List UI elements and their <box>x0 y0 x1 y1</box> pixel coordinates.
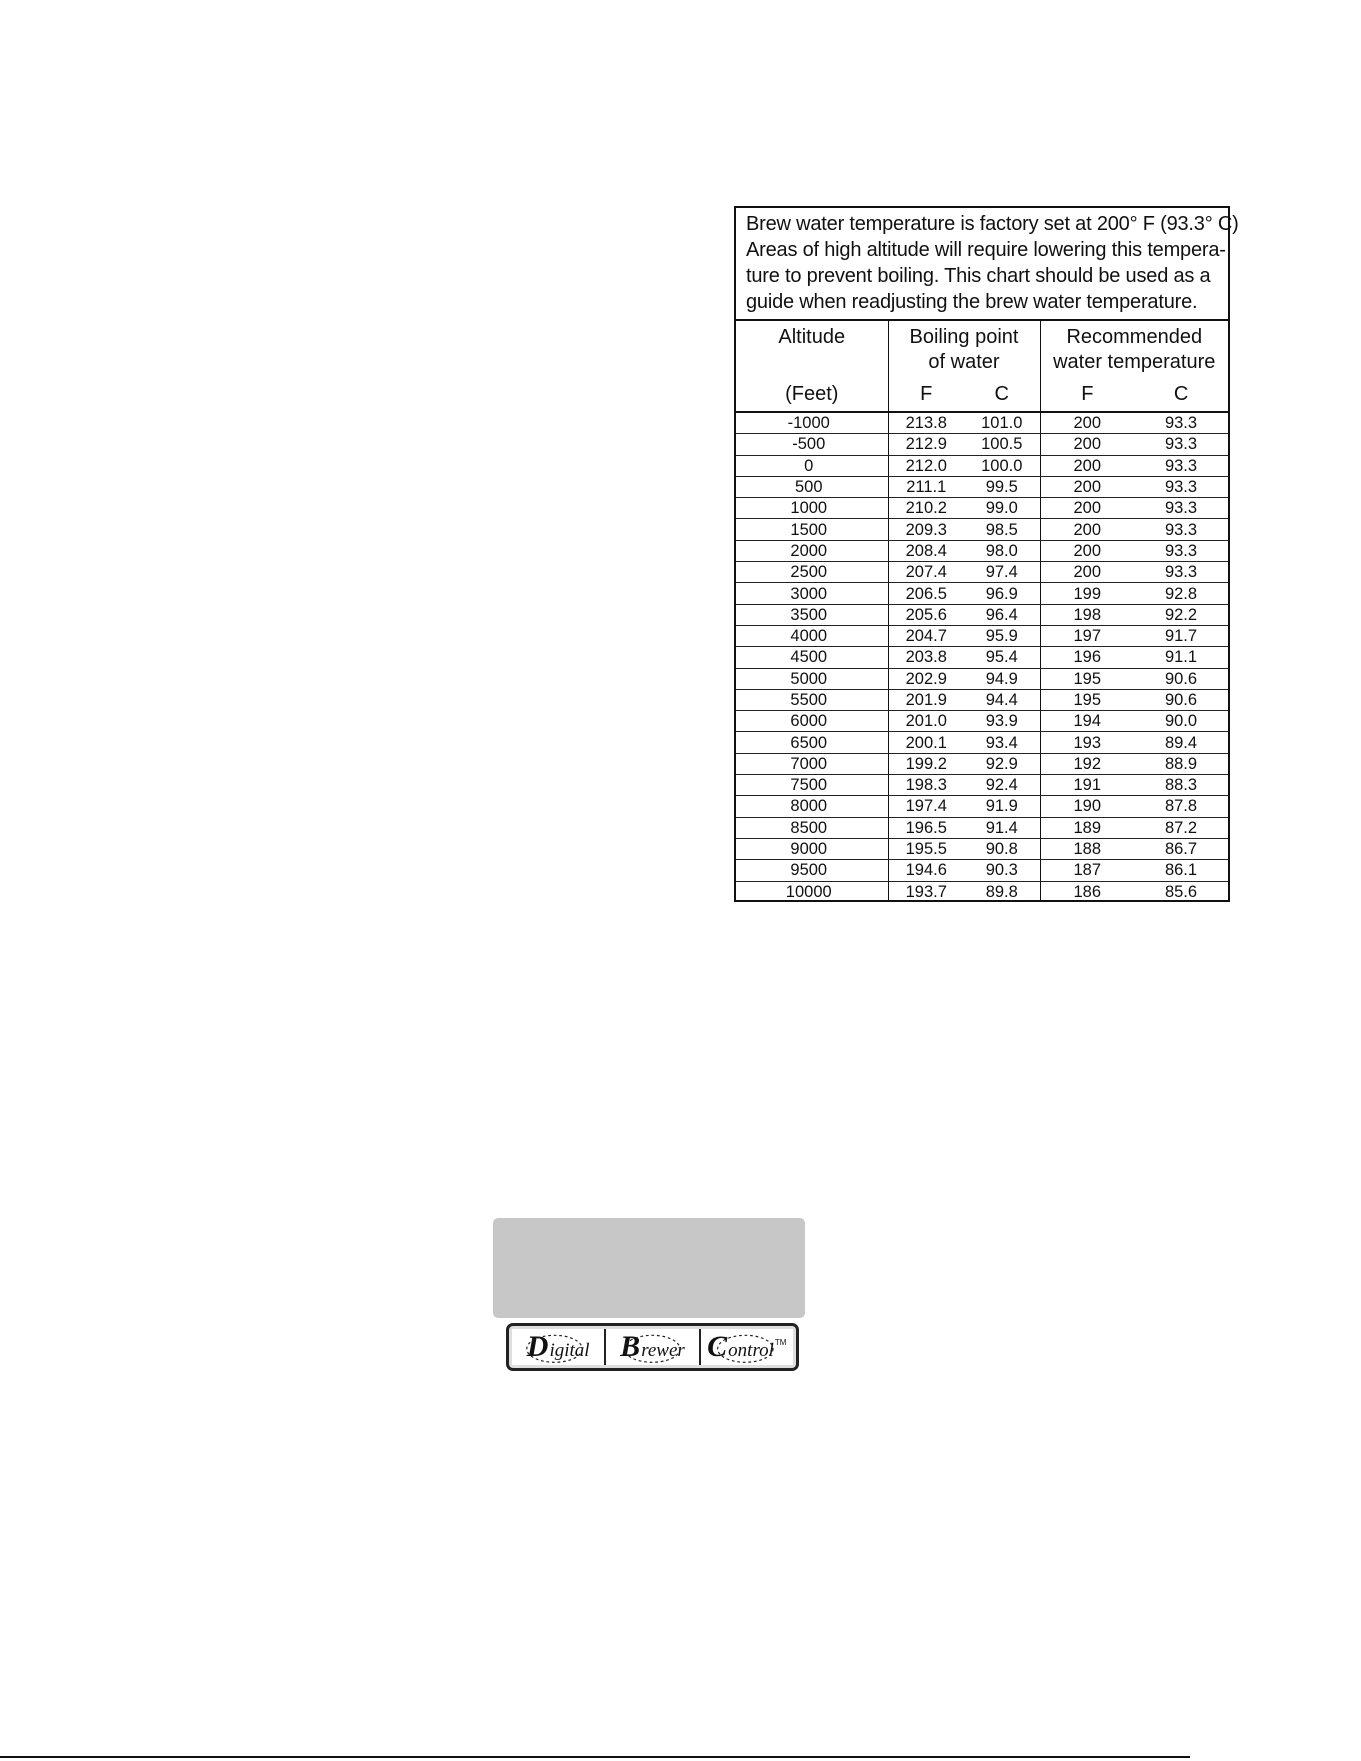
table-row <box>736 519 1228 540</box>
recommended-f-cell: 200 <box>1040 498 1134 519</box>
recommended-f-cell: 189 <box>1040 817 1134 838</box>
altitude-temperature-chart <box>734 206 1239 902</box>
altitude-cell: 1000 <box>736 498 888 519</box>
intro-line: ture to prevent boiling. This chart should be used as a <box>746 265 1211 287</box>
boiling-c-cell: 97.4 <box>964 562 1040 583</box>
altitude-cell: 6000 <box>736 711 888 732</box>
recommended-f-cell: 199 <box>1040 583 1134 604</box>
boiling-f-cell: 203.8 <box>888 647 964 668</box>
altitude-cell: 3000 <box>736 583 888 604</box>
recommended-f-cell: 200 <box>1040 476 1134 497</box>
recommended-c-cell: 86.1 <box>1134 860 1228 881</box>
boiling-c-cell: 98.0 <box>964 540 1040 561</box>
boiling-c-cell: 98.5 <box>964 519 1040 540</box>
boiling-f-cell: 199.2 <box>888 753 964 774</box>
recommended-f-cell: 196 <box>1040 647 1134 668</box>
recommended-c-cell: 88.3 <box>1134 775 1228 796</box>
logo-rest: ontrol <box>728 1339 774 1361</box>
boiling-header-line2: of water <box>928 351 1000 373</box>
recommended-c-cell: 93.3 <box>1134 412 1228 434</box>
altitude-cell: 500 <box>736 476 888 497</box>
boiling-f-cell: 211.1 <box>888 476 964 497</box>
boiling-c-cell: 95.4 <box>964 647 1040 668</box>
recommended-c-cell: 93.3 <box>1134 519 1228 540</box>
table-row <box>736 775 1228 796</box>
boiling-c-cell: 96.4 <box>964 604 1040 625</box>
recommended-c-cell: 90.6 <box>1134 689 1228 710</box>
recommended-c-cell: 93.3 <box>1134 498 1228 519</box>
recommended-f-cell: 193 <box>1040 732 1134 753</box>
logo-word-digital <box>512 1329 606 1365</box>
boiling-f-cell: 201.0 <box>888 711 964 732</box>
boiling-c-cell: 93.9 <box>964 711 1040 732</box>
boiling-f-cell: 208.4 <box>888 540 964 561</box>
boiling-c-cell: 100.0 <box>964 455 1040 476</box>
table-row <box>736 838 1228 859</box>
recommended-header-line1: Recommended <box>1066 326 1203 348</box>
logo-cap: B <box>620 1330 641 1363</box>
altitude-cell: 0 <box>736 455 888 476</box>
altitude-header-label: Altitude <box>778 326 846 348</box>
trademark-mark: TM <box>774 1337 787 1347</box>
table-row <box>736 647 1228 668</box>
table-row <box>736 434 1228 455</box>
boiling-f-cell: 204.7 <box>888 625 964 646</box>
recommended-c-cell: 86.7 <box>1134 838 1228 859</box>
altitude-cell: 5000 <box>736 668 888 689</box>
altitude-cell: 6500 <box>736 732 888 753</box>
recommended-c-cell: 93.3 <box>1134 476 1228 497</box>
boiling-c-cell: 100.5 <box>964 434 1040 455</box>
boiling-f-cell: 205.6 <box>888 604 964 625</box>
boiling-f-cell: 202.9 <box>888 668 964 689</box>
logo-cap: C <box>707 1330 728 1363</box>
boiling-f-cell: 197.4 <box>888 796 964 817</box>
recommended-temp-header <box>1040 321 1228 412</box>
boiling-c-cell: 101.0 <box>964 412 1040 434</box>
boiling-f-label: F <box>920 383 933 405</box>
chart-intro <box>736 208 1239 321</box>
recommended-c-cell: 85.6 <box>1164 882 1198 901</box>
boiling-f-cell: 193.7 <box>905 882 947 901</box>
intro-line: Brew water temperature is factory set at 200° F (93.3° C) <box>746 213 1239 235</box>
boiling-f-cell: 207.4 <box>888 562 964 583</box>
boiling-f-cell: 210.2 <box>888 498 964 519</box>
recommended-c-cell: 87.2 <box>1134 817 1228 838</box>
altitude-cell: 3500 <box>736 604 888 625</box>
table-row <box>736 881 1228 902</box>
table-row <box>736 711 1228 732</box>
altitude-unit-label: (Feet) <box>785 383 839 405</box>
intro-line: guide when readjusting the brew water temperature. <box>746 291 1198 313</box>
recommended-f-cell: 192 <box>1040 753 1134 774</box>
boiling-f-cell: 212.9 <box>888 434 964 455</box>
table-row <box>736 753 1228 774</box>
altitude-cell: 8500 <box>736 817 888 838</box>
altitude-cell: 10000 <box>736 881 888 902</box>
boiling-f-cell: 213.8 <box>888 412 964 434</box>
recommended-c-cell: 92.2 <box>1134 604 1228 625</box>
table-row <box>736 817 1228 838</box>
boiling-point-header <box>888 321 1040 412</box>
recommended-f-label: F <box>1081 383 1094 405</box>
boiling-c-cell: 95.9 <box>964 625 1040 646</box>
altitude-cell: 9000 <box>736 838 888 859</box>
recommended-c-cell: 93.3 <box>1134 434 1228 455</box>
boiling-c-cell: 99.0 <box>964 498 1040 519</box>
recommended-c-cell: 87.8 <box>1134 796 1228 817</box>
altitude-cell: -500 <box>736 434 888 455</box>
logo-word-brewer <box>606 1329 700 1365</box>
boiling-c-cell: 89.8 <box>964 881 1040 902</box>
recommended-f-cell: 198 <box>1040 604 1134 625</box>
digital-brewer-control-logo <box>506 1323 799 1371</box>
boiling-c-cell: 93.4 <box>964 732 1040 753</box>
boiling-c-cell: 92.9 <box>964 753 1040 774</box>
boiling-c-cell: 91.4 <box>964 817 1040 838</box>
recommended-f-cell: 190 <box>1040 796 1134 817</box>
boiling-c-label: C <box>994 383 1009 405</box>
altitude-cell: 8000 <box>736 796 888 817</box>
footer-rule <box>0 1756 1190 1758</box>
logo-word-control <box>701 1329 793 1365</box>
boiling-c-cell: 99.5 <box>964 476 1040 497</box>
altitude-table <box>736 321 1228 902</box>
table-row <box>736 476 1228 497</box>
table-header-row <box>736 321 1228 412</box>
recommended-c-cell: 92.8 <box>1134 583 1228 604</box>
boiling-c-cell: 91.9 <box>964 796 1040 817</box>
recommended-header-line2: water temperature <box>1053 351 1216 373</box>
altitude-cell: 7500 <box>736 775 888 796</box>
recommended-c-cell: 89.4 <box>1134 732 1228 753</box>
boiling-c-cell: 90.8 <box>964 838 1040 859</box>
table-row <box>736 540 1228 561</box>
recommended-f-cell: 197 <box>1040 625 1134 646</box>
boiling-f-cell: 201.9 <box>888 689 964 710</box>
recommended-c-cell: 93.3 <box>1134 540 1228 561</box>
altitude-cell: 1500 <box>736 519 888 540</box>
boiling-f-cell: 194.6 <box>888 860 964 881</box>
table-row <box>736 689 1228 710</box>
recommended-c-cell: 90.0 <box>1134 711 1228 732</box>
recommended-f-cell: 200 <box>1040 562 1134 583</box>
altitude-cell: 2500 <box>736 562 888 583</box>
logo-rest: rewer <box>641 1339 685 1361</box>
altitude-cell: 4000 <box>736 625 888 646</box>
altitude-header <box>736 321 888 412</box>
recommended-f-cell: 200 <box>1040 412 1134 434</box>
altitude-cell: 7000 <box>736 753 888 774</box>
table-row <box>736 604 1228 625</box>
recommended-c-cell: 91.1 <box>1134 647 1228 668</box>
recommended-f-cell: 188 <box>1040 838 1134 859</box>
table-row <box>736 455 1228 476</box>
altitude-cell: 5500 <box>736 689 888 710</box>
recommended-f-cell: 200 <box>1040 519 1134 540</box>
recommended-f-cell: 200 <box>1040 434 1134 455</box>
recommended-f-cell: 191 <box>1040 775 1134 796</box>
boiling-f-cell: 195.5 <box>888 838 964 859</box>
boiling-f-cell: 209.3 <box>888 519 964 540</box>
table-row <box>736 625 1228 646</box>
boiling-f-cell: 198.3 <box>888 775 964 796</box>
recommended-f-cell: 200 <box>1040 455 1134 476</box>
display-panel <box>493 1218 805 1318</box>
logo-rest: igital <box>549 1339 590 1361</box>
recommended-c-cell: 93.3 <box>1134 562 1228 583</box>
table-row <box>736 732 1228 753</box>
recommended-c-cell: 90.6 <box>1134 668 1228 689</box>
boiling-f-cell: 212.0 <box>888 455 964 476</box>
boiling-c-cell: 96.9 <box>964 583 1040 604</box>
recommended-c-cell: 93.3 <box>1134 455 1228 476</box>
recommended-f-cell: 195 <box>1040 689 1134 710</box>
recommended-f-cell: 200 <box>1040 540 1134 561</box>
table-row <box>736 796 1228 817</box>
recommended-c-cell: 88.9 <box>1134 753 1228 774</box>
table-row <box>736 583 1228 604</box>
table-row <box>736 860 1228 881</box>
table-row <box>736 412 1228 434</box>
intro-line: Areas of high altitude will require lowering this tempera- <box>746 239 1226 261</box>
boiling-c-cell: 90.3 <box>964 860 1040 881</box>
recommended-f-cell: 186 <box>1073 882 1102 901</box>
table-row <box>736 668 1228 689</box>
boiling-c-cell: 92.4 <box>964 775 1040 796</box>
boiling-header-line1: Boiling point <box>909 326 1019 348</box>
altitude-cell: 4500 <box>736 647 888 668</box>
recommended-f-cell: 194 <box>1040 711 1134 732</box>
table-row <box>736 498 1228 519</box>
altitude-cell: -1000 <box>736 412 888 434</box>
boiling-c-cell: 94.4 <box>964 689 1040 710</box>
table-row <box>736 562 1228 583</box>
recommended-f-cell: 187 <box>1040 860 1134 881</box>
recommended-c-label: C <box>1173 383 1189 405</box>
boiling-f-cell: 200.1 <box>888 732 964 753</box>
boiling-f-cell: 196.5 <box>888 817 964 838</box>
boiling-f-cell: 206.5 <box>888 583 964 604</box>
recommended-f-cell: 195 <box>1040 668 1134 689</box>
altitude-cell: 2000 <box>736 540 888 561</box>
altitude-cell: 9500 <box>736 860 888 881</box>
boiling-c-cell: 94.9 <box>964 668 1040 689</box>
recommended-c-cell: 91.7 <box>1134 625 1228 646</box>
logo-cap: D <box>526 1330 549 1363</box>
